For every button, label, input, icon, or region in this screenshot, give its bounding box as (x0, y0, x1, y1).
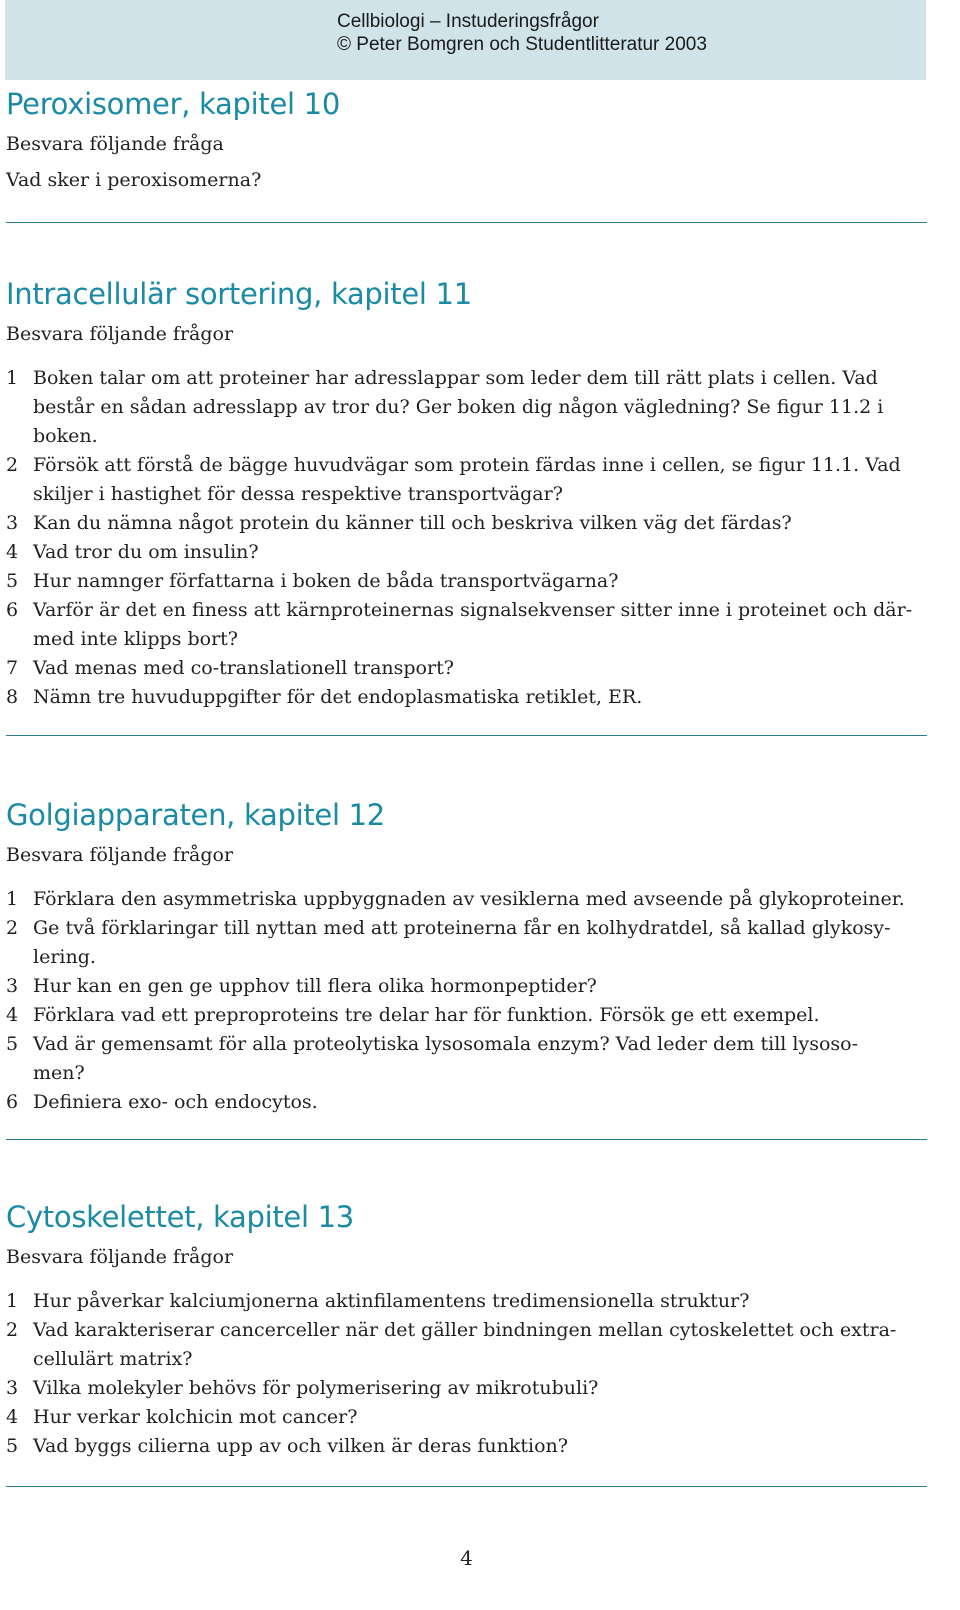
question-text-line: Nämn tre huvuduppgifter för det endoplasmatiska retiklet, ER. (33, 686, 643, 708)
question-text-line: Hur kan en gen ge upphov till flera olika hormonpeptider? (33, 975, 597, 997)
question-list (6, 1287, 927, 1461)
question-text-line: Vad är gemensamt för alla proteolytiska lysosomala enzym? Vad leder dem till lysoso- (33, 1033, 859, 1055)
question-number: 7 (6, 657, 19, 679)
question-item (6, 538, 927, 567)
question-item (6, 1030, 927, 1088)
question-number: 2 (6, 454, 19, 476)
question-item (6, 567, 927, 596)
header-course-title: Cellbiologi – Instuderingsfrågor (337, 11, 599, 32)
question-number: 3 (6, 512, 19, 534)
section-intracellular-sorting (6, 276, 927, 712)
question-number: 6 (6, 599, 19, 621)
question-number: 4 (6, 1004, 19, 1026)
question-text-line: Vilka molekyler behövs för polymerisering av mikrotubuli? (33, 1377, 599, 1399)
question-number: 5 (6, 1033, 19, 1055)
question-text-line: Ge två förklaringar till nyttan med att proteinerna får en kolhydratdel, så kallad glykosy- (33, 917, 891, 939)
question-text-line: Vad byggs cilierna upp av och vilken är deras funktion? (33, 1435, 568, 1457)
question-item (6, 1403, 927, 1432)
question-number: 4 (6, 541, 19, 563)
section-divider (6, 222, 927, 223)
question-number: 6 (6, 1091, 19, 1113)
question-text-line: men? (33, 1062, 85, 1084)
question-number: 3 (6, 975, 19, 997)
question-text-line: Boken talar om att proteiner har adresslappar som leder dem till rätt plats i cellen. Vad (33, 367, 878, 389)
question-text-line: Försök att förstå de bägge huvudvägar som protein färdas inne i cellen, se figur 11.1. Vad (33, 454, 901, 476)
question-item (6, 1088, 927, 1117)
question-text-line: Vad tror du om insulin? (33, 541, 259, 563)
page-number: 4 (460, 1546, 473, 1570)
question-number: 1 (6, 888, 19, 910)
question-text-line: lering. (33, 946, 96, 968)
running-header (337, 10, 757, 56)
question-item (6, 1001, 927, 1030)
question-item (6, 885, 927, 914)
section-title: Intracellulär sortering, kapitel 11 (6, 277, 472, 311)
question-text-line: Vad menas med co-translationell transport? (33, 657, 454, 679)
question-text-line: boken. (33, 425, 98, 447)
question-item (6, 1316, 927, 1374)
section-golgi (6, 797, 927, 1117)
question-text-line: Hur namnger författarna i boken de båda transportvägarna? (33, 570, 619, 592)
question-item (6, 914, 927, 972)
question-number: 5 (6, 570, 19, 592)
question-text-line: Varför är det en finess att kärnproteinernas signalsekvenser sitter inne i proteinet och där- (33, 599, 913, 621)
question-list (6, 885, 927, 1117)
question-number: 5 (6, 1435, 19, 1457)
section-question: Vad sker i peroxisomerna? (6, 169, 262, 191)
section-peroxisomer (6, 86, 927, 192)
question-text-line: Definiera exo- och endocytos. (33, 1091, 318, 1113)
section-divider (6, 1486, 927, 1487)
question-text-line: Hur påverkar kalciumjonerna aktinfilamentens tredimensionella struktur? (33, 1290, 750, 1312)
question-list (6, 364, 927, 712)
section-divider (6, 1139, 927, 1140)
section-instruction: Besvara följande fråga (6, 133, 224, 155)
question-item (6, 1432, 927, 1461)
section-instruction: Besvara följande frågor (6, 1246, 234, 1268)
question-item (6, 451, 927, 509)
question-text-line: Förklara vad ett preproproteins tre delar har för funktion. Försök ge ett exempel. (33, 1004, 820, 1026)
question-item (6, 1374, 927, 1403)
question-number: 1 (6, 1290, 19, 1312)
question-number: 3 (6, 1377, 19, 1399)
question-item (6, 596, 927, 654)
question-number: 4 (6, 1406, 19, 1428)
section-cytoskeleton (6, 1199, 927, 1461)
question-item (6, 509, 927, 538)
question-item (6, 683, 927, 712)
question-text-line: Kan du nämna något protein du känner till och beskriva vilken väg det färdas? (33, 512, 792, 534)
question-item (6, 654, 927, 683)
question-item (6, 972, 927, 1001)
question-item (6, 1287, 927, 1316)
question-item (6, 364, 927, 451)
question-text-line: med inte klipps bort? (33, 628, 238, 650)
question-text-line: cellulärt matrix? (33, 1348, 193, 1370)
header-copyright: © Peter Bomgren och Studentlitteratur 2003 (337, 34, 707, 55)
question-number: 2 (6, 1319, 19, 1341)
question-text-line: Förklara den asymmetriska uppbyggnaden av vesiklerna med avseende på glykoproteiner. (33, 888, 905, 910)
question-text-line: Hur verkar kolchicin mot cancer? (33, 1406, 358, 1428)
section-instruction: Besvara följande frågor (6, 323, 234, 345)
section-instruction: Besvara följande frågor (6, 844, 234, 866)
section-divider (6, 735, 927, 736)
question-number: 8 (6, 686, 19, 708)
question-number: 2 (6, 917, 19, 939)
question-text-line: skiljer i hastighet för dessa respektive transportvägar? (33, 483, 563, 505)
question-text-line: består en sådan adresslapp av tror du? Ger boken dig någon vägledning? Se figur 11.2 i (33, 396, 884, 418)
question-text-line: Vad karakteriserar cancerceller när det gäller bindningen mellan cytoskelettet och extra- (33, 1319, 897, 1341)
section-title: Peroxisomer, kapitel 10 (6, 87, 340, 121)
question-number: 1 (6, 367, 19, 389)
section-title: Golgiapparaten, kapitel 12 (6, 798, 385, 832)
section-title: Cytoskelettet, kapitel 13 (6, 1200, 354, 1234)
